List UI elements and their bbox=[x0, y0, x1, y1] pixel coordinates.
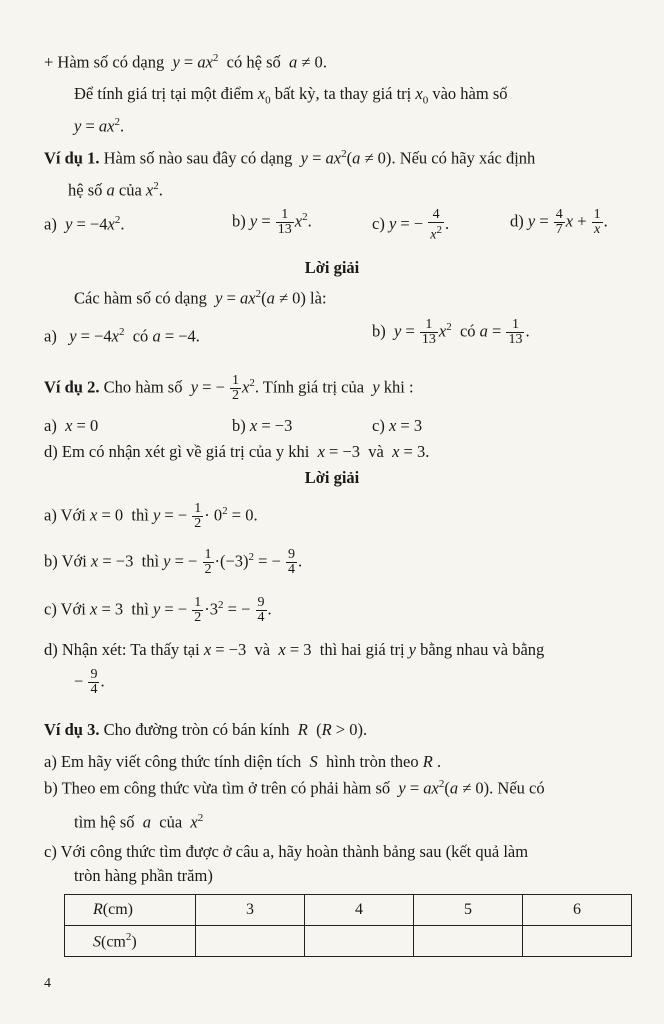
solution-2-a: a) Với x = 0 thì y = − $\frac{1}{2}$ · $0^2 = 0$. bbox=[44, 501, 258, 531]
text: vào hàm số bbox=[432, 84, 508, 103]
table-header-r bbox=[65, 895, 196, 926]
text: bất kỳ, ta thay giá trị bbox=[274, 84, 412, 103]
line-2: Để tính giá trị tại một điểm $x_0$ bất kỳ, ta thay giá trị $x_0$ vào hàm số bbox=[74, 84, 508, 107]
text: là: bbox=[310, 288, 327, 308]
table-header-s: $S(cm^2)$ bbox=[65, 926, 196, 957]
text: . bbox=[322, 52, 327, 72]
table-cell[interactable] bbox=[523, 926, 632, 957]
table-row bbox=[65, 926, 632, 957]
text: Cho hàm số bbox=[103, 377, 183, 397]
table-cell: 6 bbox=[523, 895, 632, 926]
solution-2-d-value: − $\frac{9}{4}$ . bbox=[74, 667, 105, 697]
page-number: 4 bbox=[44, 976, 51, 991]
text: thì bbox=[131, 505, 149, 525]
text: thì hai giá trị bbox=[319, 640, 405, 659]
solution-2-c: c) Với x = 3 thì y = − $\frac{1}{2}$ $\cdot 3^2$ = − $\frac{9}{4}$ . bbox=[44, 595, 272, 625]
text: của bbox=[118, 180, 142, 200]
example-title: Ví dụ 3. bbox=[44, 720, 100, 739]
r-label: R bbox=[93, 901, 103, 918]
solution-1-intro: Các hàm số có dạng $y = ax^2(a \ne 0)$ là: bbox=[74, 288, 327, 308]
option-label: b) bbox=[372, 321, 386, 341]
option-label: c) bbox=[372, 416, 385, 435]
text: . Nếu có bbox=[489, 778, 545, 798]
solution-heading-1: Lời giải bbox=[304, 258, 360, 277]
option-label: c) bbox=[372, 214, 385, 234]
text: có bbox=[459, 321, 476, 341]
solution-1-b: b) y = $\frac{1}{13}$ $x^2$ có a = $\frac{1}{13}$ . bbox=[372, 317, 530, 347]
example-3-a: a) Em hãy viết công thức tính diện tích S hình tròn theo R . bbox=[44, 752, 442, 771]
table-cell[interactable] bbox=[414, 926, 523, 957]
solution-2-d: d) Nhận xét: Ta thấy tại x = −3 và x = 3 thì hai giá trị y bằng nhau và bằng bbox=[44, 640, 545, 659]
s-unit: cm bbox=[106, 933, 126, 951]
text: bằng nhau và bằng bbox=[420, 640, 545, 659]
option-label: b) bbox=[232, 211, 246, 231]
option-label: a) bbox=[44, 326, 57, 346]
r-unit: (cm) bbox=[102, 901, 133, 918]
example-2-opt-d: d) Em có nhận xét gì về giá trị của y khi x = −3 và x = 3. bbox=[44, 442, 430, 461]
text: Cho đường tròn có bán kính bbox=[103, 720, 290, 739]
text: + Hàm số có dạng bbox=[44, 52, 165, 72]
text: b) Theo em công thức vừa tìm ở trên có phải hàm số bbox=[44, 778, 391, 798]
radius-area-table bbox=[64, 894, 632, 957]
solution-heading-2: Lời giải bbox=[304, 468, 360, 487]
text: . Tính giá trị của bbox=[254, 377, 365, 397]
text: b) Với bbox=[44, 551, 87, 571]
table-cell: 5 bbox=[414, 895, 523, 926]
text: có hệ số bbox=[226, 52, 281, 72]
text: d) Em có nhận xét gì về giá trị của y khi bbox=[44, 442, 310, 461]
text: có bbox=[132, 326, 149, 346]
text: của bbox=[159, 812, 183, 832]
example-title: Ví dụ 1. bbox=[44, 148, 100, 168]
text: và bbox=[368, 442, 384, 461]
line-3: $y = ax^2$. bbox=[74, 116, 125, 136]
example-3-c: c) Với công thức tìm được ở câu a, hãy hoàn thành bảng sau (kết quả làm bbox=[44, 842, 529, 861]
example-title: Ví dụ 2. bbox=[44, 377, 100, 397]
text: Các hàm số có dạng bbox=[74, 288, 207, 308]
table-cell: 3 bbox=[196, 895, 305, 926]
option-label: a) bbox=[44, 214, 57, 234]
example-3-heading: Ví dụ 3. Cho đường tròn có bán kính R (R > 0). bbox=[44, 720, 368, 739]
example-2-opt-b: b) x = −3 bbox=[232, 416, 293, 435]
text: thì bbox=[141, 551, 160, 571]
text: c) Với bbox=[44, 599, 86, 619]
example-2-opt-c: c) x = 3 bbox=[372, 416, 423, 435]
example-1-heading: Ví dụ 1. Hàm số nào sau đây có dạng $y = ax^2(a \ne 0)$. Nếu có hãy xác định bbox=[44, 148, 536, 168]
text: tìm hệ số bbox=[74, 812, 135, 832]
table-cell: 4 bbox=[305, 895, 414, 926]
text: thì bbox=[131, 599, 149, 619]
example-2-heading: Ví dụ 2. Cho hàm số y = − $\frac{1}{2}$ $x^2$. Tính giá trị của y khi : bbox=[44, 373, 414, 403]
text: Hàm số nào sau đây có dạng bbox=[103, 148, 293, 168]
example-2-opt-a: a) x = 0 bbox=[44, 416, 99, 435]
solution-2-b: b) Với x = −3 thì y = − $\frac{1}{2}$ $\cdot(-3)^2$ = − $\frac{9}{4}$ . bbox=[44, 547, 303, 577]
example-1-option-d: d) y = $\frac{4}{7}$ x + $\frac{1}{x}$ . bbox=[510, 207, 608, 237]
example-1-option-c: c) y = − $\frac{4}{x^2}$ . bbox=[372, 207, 450, 243]
text: a) Với bbox=[44, 505, 86, 525]
solution-1-a: a) $y = -4x^2$ có a = −4. bbox=[44, 326, 200, 346]
text: . Nếu có hãy xác định bbox=[391, 148, 536, 168]
table-cell[interactable] bbox=[196, 926, 305, 957]
example-3-c-line2: tròn hàng phần trăm) bbox=[74, 866, 213, 885]
example-1-line2: hệ số a của $x^2$. bbox=[68, 180, 163, 200]
text: hình tròn theo bbox=[326, 752, 419, 771]
text: a) Em hãy viết công thức tính diện tích bbox=[44, 752, 302, 771]
option-label: b) bbox=[232, 416, 246, 435]
option-label: d) bbox=[510, 211, 524, 231]
text: d) Nhận xét: Ta thấy tại bbox=[44, 640, 200, 659]
text: hệ số bbox=[68, 180, 103, 200]
example-1-option-b: b) y = $\frac{1}{13}$ $x^2$. bbox=[232, 207, 312, 237]
s-label: S bbox=[93, 933, 101, 951]
example-1-options: a) $y = -4x^2$. bbox=[44, 214, 125, 234]
table-row bbox=[65, 895, 632, 926]
option-label: a) bbox=[44, 416, 57, 435]
example-3-b: b) Theo em công thức vừa tìm ở trên có phải hàm số $y = ax^2(a \ne 0)$. Nếu có bbox=[44, 778, 545, 798]
text: khi : bbox=[383, 377, 414, 397]
table-cell[interactable] bbox=[305, 926, 414, 957]
bullet-line-1: + Hàm số có dạng $y = ax^2$ có hệ số a ≠ 0. bbox=[44, 52, 327, 72]
text: Để tính giá trị tại một điểm bbox=[74, 84, 254, 103]
text: và bbox=[254, 640, 271, 659]
example-3-b-line2: tìm hệ số a của $x^2$ bbox=[74, 812, 204, 832]
